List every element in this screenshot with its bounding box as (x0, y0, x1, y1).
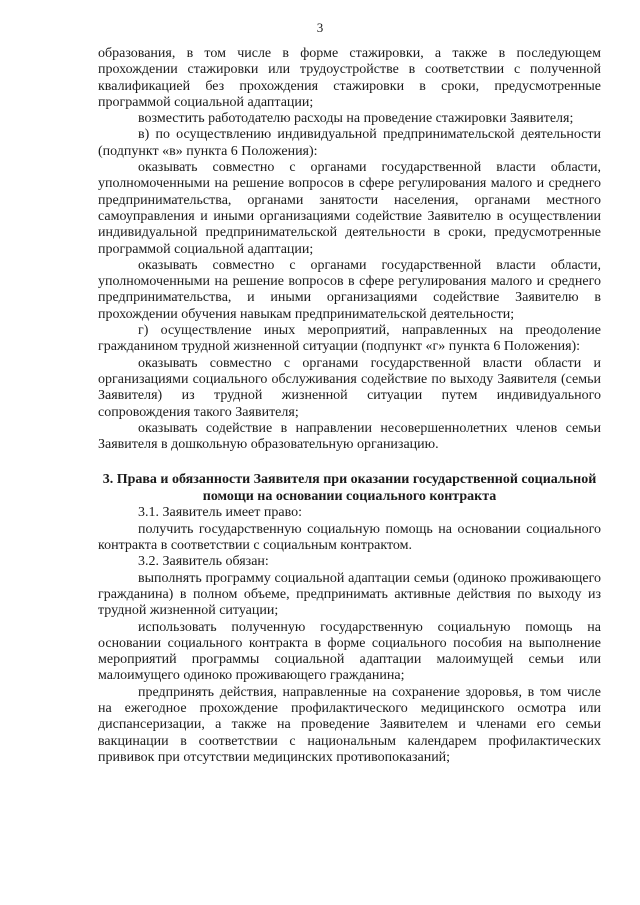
paragraph: оказывать совместно с органами государственной власти области, уполномоченными на решение вопросов в сфере регулирования малого и среднего предпринимательства, органами занятости населения, органами местного самоуправления и иными организациями содействие Заявителю в осуществлении индивидуальной предпринимательской деятельности в сроки, предусмотренные программой социальной адаптации; (98, 160, 601, 257)
paragraph: образования, в том числе в форме стажировки, а также в последующем прохождении стажировки или трудоустройстве в соответствии с полученной квалификацией без прохождения стажировки в сроки, предусмотренные программой социальной адаптации; (98, 46, 601, 110)
paragraph: оказывать совместно с органами государственной власти области и организациями социального обслуживания содействие по выходу Заявителя (семьи Заявителя) из трудной жизненной ситуации путем индивидуального сопровождения такого Заявителя; (98, 355, 601, 420)
paragraph: в) по осуществлению индивидуальной предпринимательской деятельности (подпункт «в» пункта 6 Положения): (98, 127, 601, 159)
paragraph: использовать полученную государственную социальную помощь на основании социального контракта в форме социального пособия на выполнение мероприятий программы социальной адаптации малоимущей семьи или малоимущего одиноко проживающего гражданина; (98, 619, 601, 684)
page-number: 3 (316, 20, 324, 35)
paragraph: оказывать содействие в направлении несовершеннолетних членов семьи Заявителя в дошкольную образовательную организацию. (98, 420, 601, 453)
paragraph: 3.2. Заявитель обязан: (138, 554, 269, 570)
paragraph: 3.1. Заявитель имеет право: (138, 505, 302, 521)
section-heading: 3. Права и обязанности Заявителя при оказании государственной социальной помощи на основании социального контракта (102, 472, 597, 505)
paragraph: получить государственную социальную помощь на основании социального контракта в соответствии с социальным контрактом. (98, 521, 601, 554)
document-body (98, 46, 601, 766)
paragraph: возместить работодателю расходы на проведение стажировки Заявителя; (138, 111, 574, 127)
paragraph: предпринять действия, направленные на сохранение здоровья, в том числе на ежегодное прохождение профилактического медицинского осмотра или диспансеризации, а также на проведение Заявителем и членами его семьи вакцинации в соответствии с национальным календарем профилактических прививок при отсутствии медицинских противопоказаний; (98, 684, 601, 765)
paragraph: выполнять программу социальной адаптации семьи (одиноко проживающего гражданина) в полном объеме, предпринимать активные действия по выходу из трудной жизненной ситуации; (98, 570, 601, 619)
paragraph: г) осуществление иных мероприятий, направленных на преодоление гражданином трудной жизненной ситуации (подпункт «г» пункта 6 Положения): (98, 323, 601, 355)
paragraph: оказывать совместно с органами государственной власти области, уполномоченными на решение вопросов в сфере регулирования малого и среднего предпринимательства, и иными организациями содействие Заявителю в прохождении обучения навыкам предпринимательской деятельности; (98, 257, 601, 322)
